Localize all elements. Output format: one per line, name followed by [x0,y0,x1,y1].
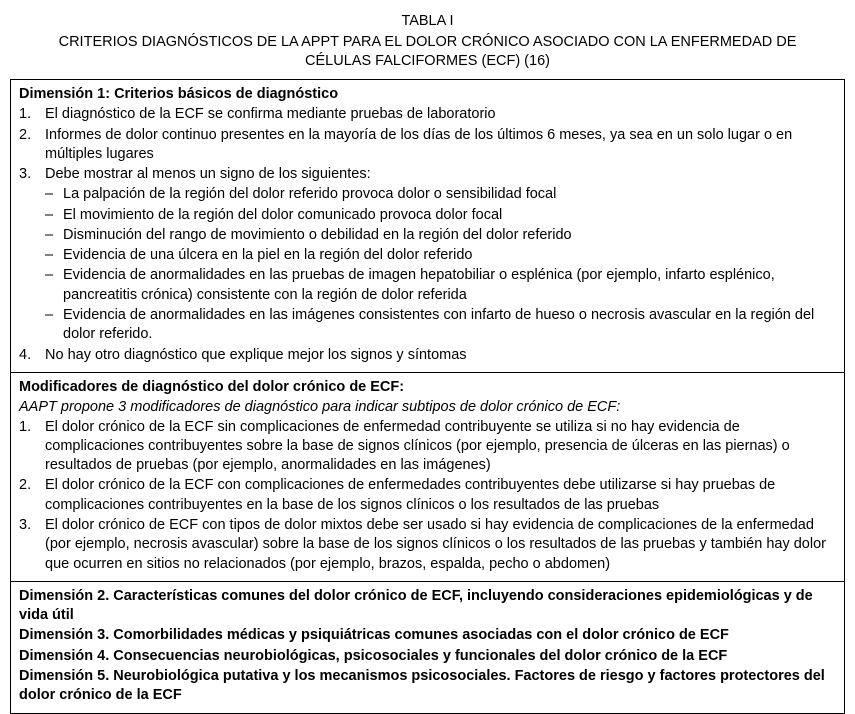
list-item-text: Informes de dolor continuo presentes en la mayoría de los días de los últimos 6 meses, ya sea en un solo lugar o en múltiples lugares [45,126,793,162]
table-number: TABLA I [401,13,454,29]
section-modifiers [11,372,844,581]
list-item-number: 4. [19,346,32,363]
list-item [19,346,836,365]
sublist-item [45,266,836,305]
section-1-heading: Dimensión 1: Criterios básicos de diagnóstico [19,86,339,103]
dash-marker: – [45,206,54,223]
sublist-item [45,185,836,204]
section-2-list [19,418,836,574]
list-item-text: Debe mostrar al menos un signo de los siguientes: [45,166,371,183]
section-dimension-1 [11,80,844,372]
list-item-text: El diagnóstico de la ECF se confirma mediante pruebas de laboratorio [45,106,496,123]
list-item-text: El dolor crónico de ECF con tipos de dolor mixtos debe ser usado si hay evidencia de complicaciones de la enfermedad (por ejemplo, necrosis avascular) sobre la base de los signos clínicos o los resultados de las pruebas y también hay dolor que ocurren en sitios no relacionados (por ejemplo, brazos, espalda, pecho o abdomen) [45,516,826,572]
sublist-item-text: La palpación de la región del dolor referido provoca dolor o sensibilidad focal [63,186,557,203]
dash-marker: – [45,186,54,203]
sublist-item-text: Evidencia de anormalidades en las pruebas de imagen hepatobiliar o esplénica (por ejemplo, infarto esplénico, pancreatitis crónica) consistente con la región de dolor referida [63,267,775,303]
sublist-item-text: Evidencia de una úlcera en la piel en la región del dolor referido [63,247,473,264]
list-item-number: 3. [19,166,32,183]
sublist-item [45,306,836,345]
table-title: CRITERIOS DIAGNÓSTICOS DE LA APPT PARA EL DOLOR CRÓNICO ASOCIADO CON LA ENFERMEDAD DE CÉLULAS FALCIFORMES (ECF) (16) [58,34,797,70]
sublist-item [45,226,836,245]
list-item-number: 2. [19,126,32,143]
table-caption [10,12,845,71]
list-item-text: El dolor crónico de la ECF con complicaciones de enfermedades contribuyentes debe utilizarse si hay pruebas de complicaciones contribuyentes en la base de los signos clínicos o los resultados de las pruebas [45,477,776,513]
dimension-2-line: Dimensión 2. Características comunes del dolor crónico de ECF, incluyendo consideraciones epidemiológicas y de vida útil [19,587,813,624]
list-item [19,105,836,124]
list-item-number: 1. [19,418,32,435]
sublist-item [45,206,836,225]
dash-marker: – [45,226,54,243]
list-item [19,126,836,165]
dash-marker: – [45,307,54,324]
sublist-item [45,246,836,265]
list-item [19,516,836,574]
list-item-text: El dolor crónico de la ECF sin complicaciones de enfermedad contribuyente se utiliza si no hay evidencia de complicaciones contribuyentes sobre la base de signos clínicos (por ejemplo, presencia de úlceras en las piernas) o resultados de pruebas (por ejemplo, anormalidades en las imágenes) [45,418,790,474]
dimension-5-line: Dimensión 5. Neurobiológica putativa y los mecanismos psicosociales. Factores de riesgo y factores protectores del dolor crónico de la ECF [19,667,825,704]
list-item-number: 3. [19,516,32,533]
dash-marker: – [45,267,54,284]
criteria-table [10,79,845,713]
dash-marker: – [45,247,54,264]
list-item-number: 2. [19,477,32,494]
list-item [19,165,836,345]
section-2-heading: Modificadores de diagnóstico del dolor crónico de ECF: [19,378,405,395]
sublist-item-text: Disminución del rango de movimiento o debilidad en la región del dolor referido [63,226,572,243]
section-dimensions-2-5 [11,581,844,713]
section-1-sublist [45,185,836,344]
dimension-3-line: Dimensión 3. Comorbilidades médicas y psiquiátricas comunes asociadas con el dolor crónico de ECF [19,627,729,644]
dimension-4-line: Dimensión 4. Consecuencias neurobiológicas, psicosociales y funcionales del dolor crónico de la ECF [19,647,728,664]
list-item [19,418,836,476]
sublist-item-text: El movimiento de la región del dolor comunicado provoca dolor focal [63,206,503,223]
sublist-item-text: Evidencia de anormalidades en las imágenes consistentes con infarto de hueso o necrosis avascular en la región del dolor referido. [63,307,815,343]
list-item-number: 1. [19,106,32,123]
list-item [19,476,836,515]
list-item-text: No hay otro diagnóstico que explique mejor los signos y síntomas [45,346,467,363]
section-1-list [19,105,836,365]
section-2-subheading: AAPT propone 3 modificadores de diagnóstico para indicar subtipos de dolor crónico de ECF: [19,398,621,415]
